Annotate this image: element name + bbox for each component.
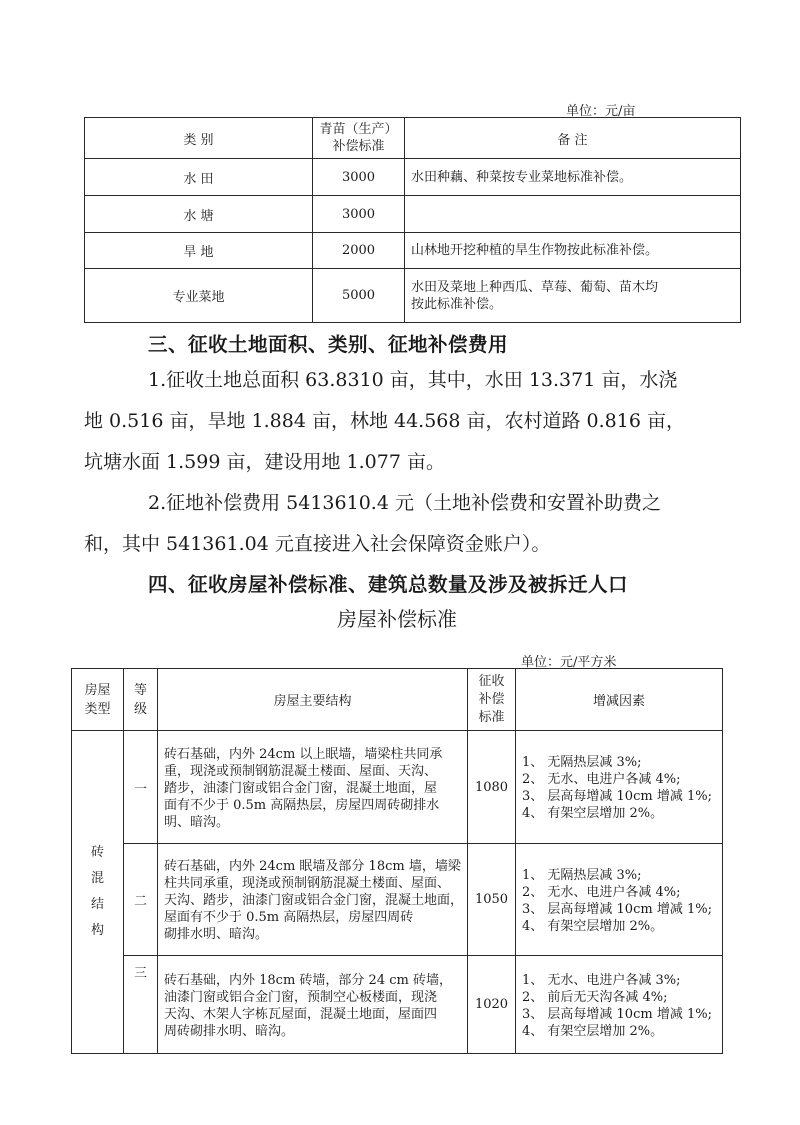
header-standard-line1: 青苗（生产） — [319, 122, 398, 137]
house-type-char: 结 — [90, 897, 104, 912]
table1-row — [85, 269, 741, 323]
table1-unit: 单位：元/亩 — [566, 104, 636, 119]
house-type-char: 构 — [90, 923, 104, 938]
factor-line: 4、 有架空层增加 2%。 — [522, 918, 664, 934]
structure-line: 屋面有不少于 0.5m 高隔热层，房屋四周砖 — [164, 910, 414, 925]
structure-cell — [158, 844, 468, 956]
standard-cell: 1020 — [468, 956, 516, 1054]
grade-cell: 二 — [124, 844, 158, 956]
row-note: 山林地开挖种植的旱生作物按此标准补偿。 — [405, 233, 741, 269]
structure-line: 砖石基础，内外 18cm 砖墙，部分 24 cm 砖墙， — [164, 972, 452, 988]
header-standard-line: 补偿 — [478, 691, 505, 707]
header-house-type-line: 房屋 — [84, 682, 111, 698]
section4-subtitle: 房屋补偿标准 — [337, 607, 457, 631]
structure-line: 明、暗沟。 — [164, 814, 230, 830]
structure-line: 踏步，油漆门窗或铝合金门窗，混凝土地面，屋 — [164, 780, 438, 796]
table1-header-row — [85, 118, 741, 159]
factors-cell — [516, 956, 723, 1054]
row-value: 5000 — [313, 269, 405, 323]
structure-line: 重，现浇或预制钢筋混凝土楼面、屋面、天沟、 — [164, 763, 438, 779]
header-house-type — [72, 669, 124, 731]
standard-cell: 1080 — [468, 731, 516, 844]
header-standard-line: 征收 — [478, 673, 505, 689]
structure-cell — [158, 956, 468, 1054]
table2-row — [72, 844, 723, 956]
table2-row — [72, 731, 723, 844]
row-note — [405, 196, 741, 233]
factor-line: 4、 有架空层增加 2%。 — [522, 806, 664, 821]
factor-line: 2、 前后无天沟各减 4%; — [522, 989, 668, 1005]
factor-line: 1、 无隔热层减 3%; — [522, 755, 642, 770]
header-note: 备 注 — [405, 118, 741, 159]
header-category: 类 别 — [85, 118, 313, 159]
row-value: 2000 — [313, 233, 405, 269]
house-type-char: 混 — [90, 871, 104, 886]
structure-line: 周砖砌排水明、暗沟。 — [164, 1023, 295, 1039]
row-note: 水田种藕、种菜按专业菜地标准补偿。 — [405, 159, 741, 196]
table1-row — [85, 196, 741, 233]
section4-heading: 四、征收房屋补偿标准、建筑总数量及涉及被拆迁人口 — [148, 573, 629, 596]
grade-cell: 三 — [124, 956, 158, 1054]
structure-line: 油漆门窗或铝合金门窗，预制空心板楼面，现浇 — [164, 989, 438, 1005]
structure-line: 面有不少于 0.5m 高隔热层，房屋四周砖砌排水 — [164, 797, 440, 813]
factor-line: 1、 无水、电进户各减 3%; — [522, 972, 681, 988]
section3-p2-line1: 2.征地补偿费用 5413610.4 元（土地补偿费和安置补助费之 — [148, 492, 661, 514]
house-type-cell — [72, 731, 124, 1054]
factor-line: 3、 层高每增减 10cm 增减 1%; — [522, 789, 712, 804]
crop-compensation-table — [84, 117, 741, 323]
row-value: 3000 — [313, 159, 405, 196]
structure-cell — [158, 731, 468, 844]
header-standard — [468, 669, 516, 731]
header-standard — [313, 118, 405, 159]
row-category: 水 田 — [85, 159, 313, 196]
section3-heading: 三、征收土地面积、类别、征地补偿费用 — [148, 333, 509, 356]
structure-line: 柱共同承重，现浇或预制钢筋混凝土楼面、屋面、 — [164, 876, 451, 891]
factor-line: 1、 无隔热层减 3%; — [522, 867, 642, 883]
header-grade-line: 等 — [133, 682, 147, 698]
row-note — [405, 269, 741, 323]
section3-p2-line2: 和，其中 541361.04 元直接进入社会保障资金账户）。 — [84, 533, 551, 555]
table2-header-row — [72, 669, 723, 731]
table2-unit: 单位：元/平方米 — [521, 655, 617, 670]
grade-cell: 一 — [124, 731, 158, 844]
header-grade-line: 级 — [133, 701, 147, 717]
factor-line: 3、 层高每增减 10cm 增减 1%; — [522, 901, 712, 917]
structure-line: 砖石基础，内外 24cm 眠墙及部分 18cm 墙，墙梁 — [164, 859, 461, 874]
row-note-line: 按此标准补偿。 — [411, 296, 503, 312]
standard-cell: 1050 — [468, 844, 516, 956]
factor-line: 2、 无水、电进户各减 4%; — [522, 884, 681, 900]
factors-cell — [516, 844, 723, 956]
table1-row — [85, 233, 741, 269]
header-standard-line2: 补偿标准 — [332, 139, 385, 154]
table2-row — [72, 956, 723, 1054]
table1-row — [85, 159, 741, 196]
row-note-line: 水田及菜地上种西瓜、草莓、葡萄、苗木均 — [411, 279, 659, 295]
factor-line: 2、 无水、电进户各减 4%; — [522, 772, 681, 787]
house-type-char: 砖 — [90, 845, 104, 860]
row-category: 水 塘 — [85, 196, 313, 233]
header-structure: 房屋主要结构 — [158, 669, 468, 731]
section3-p1-line1: 1.征收土地总面积 63.8310 亩，其中，水田 13.371 亩，水浇 — [148, 369, 678, 391]
structure-line: 砌排水明、暗沟。 — [164, 927, 269, 942]
header-standard-line: 标准 — [478, 709, 505, 725]
section3-p1-line3: 坑塘水面 1.599 亩，建设用地 1.077 亩。 — [84, 451, 445, 473]
factors-cell — [516, 731, 723, 844]
section3-p1-line2: 地 0.516 亩，旱地 1.884 亩，林地 44.568 亩，农村道路 0.816 亩， — [84, 410, 685, 432]
factor-line: 4、 有架空层增加 2%。 — [522, 1023, 664, 1039]
row-category: 专业菜地 — [85, 269, 313, 323]
header-grade — [124, 669, 158, 731]
factor-line: 3、 层高每增减 10cm 增减 1%; — [522, 1006, 712, 1022]
row-value: 3000 — [313, 196, 405, 233]
structure-line: 砖石基础，内外 24cm 以上眠墙，墙梁柱共同承 — [164, 746, 443, 762]
house-compensation-table — [71, 668, 723, 1054]
structure-line: 天沟、踏步，油漆门窗或铝合金门窗，混凝土地面， — [164, 893, 464, 908]
header-house-type-line: 类型 — [84, 701, 111, 717]
header-factors: 增减因素 — [516, 669, 723, 731]
row-category: 旱 地 — [85, 233, 313, 269]
structure-line: 天沟、木架人字栋瓦屋面，混凝土地面，屋面四 — [164, 1006, 438, 1022]
